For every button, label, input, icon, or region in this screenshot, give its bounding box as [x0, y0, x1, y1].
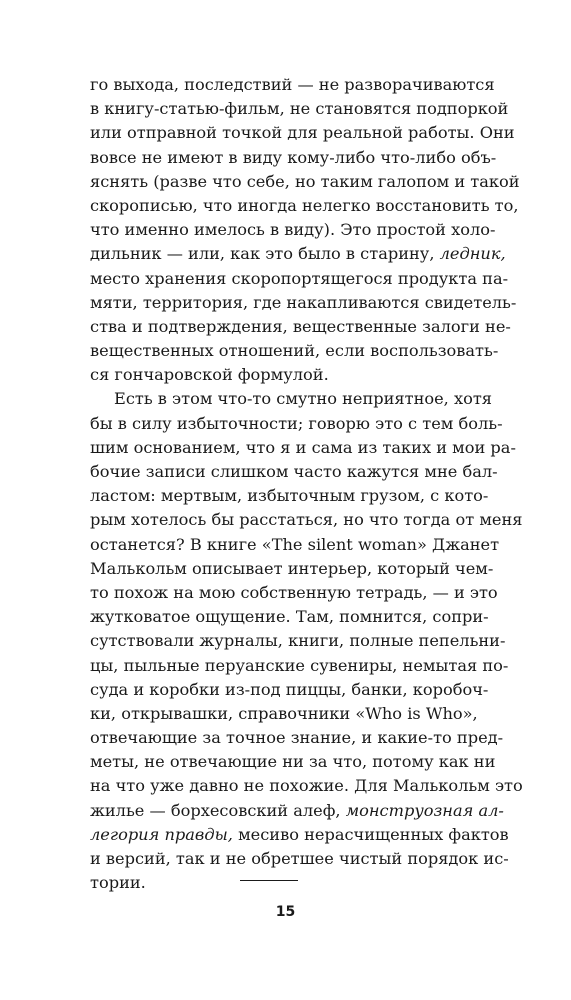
text-segment: месиво нерасчищенных фактов [232, 824, 509, 844]
text-line [90, 242, 506, 266]
text-line: го выхода, последствий — не разворачиваются [90, 75, 495, 94]
text-line: ластом: мертвым, избыточным грузом, с кото- [90, 486, 489, 506]
text-line: яснять (разве что себе, но таким галопом и такой [90, 171, 520, 191]
text-line: ся гончаровской формулой. [90, 365, 329, 385]
body-text [90, 73, 523, 895]
text-line: вовсе не имеют в виду кому-либо что-либо объ- [90, 147, 497, 167]
text-line: что именно имелось в виду). Это простой холо- [90, 220, 496, 240]
text-line [90, 799, 504, 823]
text-line: и версий, так и не обретшее чистый порядок ис- [90, 849, 509, 868]
text-line: Есть в этом что-то смутно неприятное, хотя [114, 389, 493, 409]
text-line: меты, не отвечающие ни за что, потому как ни [90, 752, 496, 772]
italic-phrase-part-2: легория правды, [90, 824, 233, 844]
text-line [90, 823, 509, 847]
footer-divider [240, 880, 298, 881]
text-line: место хранения скоропортящегося продукта па- [90, 268, 509, 288]
text-line: тории. [90, 873, 146, 893]
text-line: Малькольм описывает интерьер, который чем- [90, 558, 494, 578]
text-line: ства и подтверждения, вещественные залоги не- [90, 316, 511, 336]
text-line: мяти, территория, где накапливаются свидетель- [90, 292, 517, 312]
page-number: 15 [275, 904, 296, 920]
text-line: отвечающие за точное знание, и какие-то пред- [90, 728, 504, 748]
text-segment: дильник — или, как это было в старину, [90, 244, 440, 264]
text-line: скорописью, что иногда нелегко восстановить то, [90, 195, 519, 215]
text-line: ки, открывашки, справочники «Who is Who», [90, 703, 478, 723]
text-line: останется? В книге «The silent woman» Джанет [90, 534, 500, 554]
text-line: цы, пыльные перуанские сувениры, немытая по- [90, 655, 509, 675]
text-segment: жилье — борхесовский алеф, [90, 800, 346, 820]
text-line: в книгу-статью-фильм, не становятся подпоркой [90, 99, 509, 119]
text-line: жутковатое ощущение. Там, помнится, сопри- [90, 607, 489, 627]
paragraph-1 [90, 73, 520, 387]
italic-phrase-part-1: монструозная ал- [345, 800, 504, 820]
text-line: бы в силу избыточности; говорю это с тем боль- [90, 413, 503, 433]
paragraph-2 [90, 387, 523, 895]
text-line: суда и коробки из-под пиццы, банки, коробоч- [90, 679, 489, 699]
text-line: рым хотелось бы расстаться, но что тогда от меня [90, 510, 523, 530]
text-line: сутствовали журналы, книги, полные пепельни- [90, 631, 506, 651]
text-line: или отправной точкой для реальной работы. Они [90, 123, 515, 143]
text-line: шим основанием, что я и сама из таких и мои ра- [90, 437, 516, 457]
text-line: вещественных отношений, если воспользовать- [90, 341, 499, 361]
text-line: бочие записи слишком часто кажутся мне бал- [90, 462, 498, 481]
text-line: на что уже давно не похожие. Для Малькольм это [90, 776, 523, 796]
italic-term-lednik: ледник, [439, 244, 506, 264]
text-line: то похож на мою собственную тетрадь, — и это [90, 582, 498, 602]
